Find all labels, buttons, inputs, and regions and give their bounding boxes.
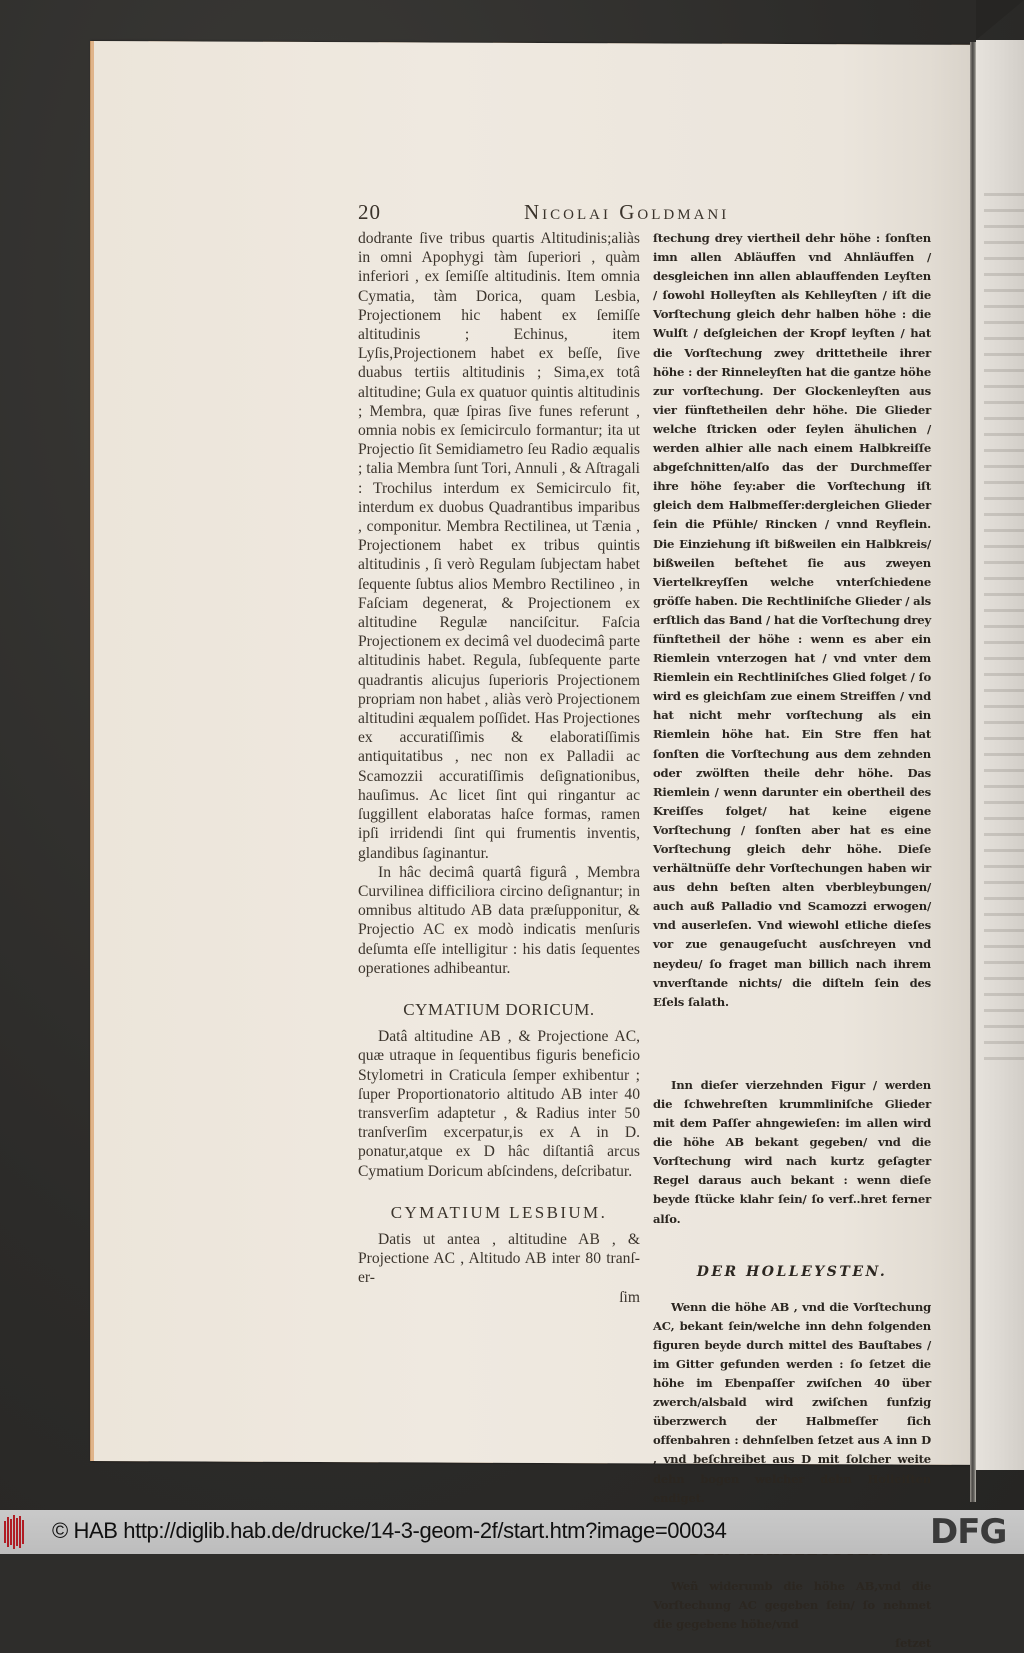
- german-paragraph-3: Wenn die höhe AB , vnd die Vorſtechung AC, bekant ſein/welche inn dehn folgenden figuren beyde durch mittel des Bauſtabes / im Gitter gefunden werden : ſo ſetzet die höhe im Ebenpaſſer zwiſchen 40 über zwerch/alsbald wird zwiſchen funfzig überzwerch der Halbmeſſer ſich offenbahren : dehnſelben ſetzet aus A inn D , vnd beſchreibet aus D mit ſolcher weite dehn bogen welcher dehn Holleiſten endiget.: [653, 1299, 931, 1505]
- latin-paragraph-2: In hâc decimâ quartâ figurâ , Membra Curvilinea difficiliora circino deſignantur; in omnibus altitudo AB data præſupponitur, & Projectio AC ex modò indicatis menſuris deſumta eſſe intelligitur : his datis ſequentes operationes adhibeantur.: [358, 863, 640, 977]
- page-number: 20: [358, 200, 381, 224]
- german-catchword: ſetzet: [895, 1636, 931, 1651]
- latin-catchword: ſim: [619, 1288, 640, 1306]
- copyright-link[interactable]: © HAB http://diglib.hab.de/drucke/14-3-geom-2f/start.htm?image=00034: [52, 1518, 727, 1543]
- german-column: [653, 229, 931, 1653]
- german-heading-holleysten: DER HOLLEYSTEN.: [696, 1263, 888, 1280]
- page-edge: [91, 41, 94, 1461]
- latin-paragraph-3: Datâ altitudine AB , & Projectione AC, quæ utraque in ſequentibus figuris beneficio Stylometri in Craticula ſemper exhibentur ; ſuper Proportionatorio altitudo AB inter 40 transverſim adaptetur , & Radius inter 50 tranſverſim excerpatur,is ex A in D. ponatur,atque ex D hâc diſtantiâ arcus Cymatium Doricum abſcindens, deſcribatur.: [358, 1028, 640, 1180]
- page-header: [358, 200, 930, 228]
- latin-heading-cymatium-doricum: CYMATIUM DORICUM.: [403, 999, 595, 1019]
- german-paragraph-1: ſtechung drey viertheil dehr höhe : ſonſten imn allen Abläuffen vnd Ahnläuffen / desgleichen inn allen ablauffenden Leyſten / ſowohl Holleyſten als Kehlleyſten / iſt die Vorſtechung gleich dehr halben höhe : die Wulſt / deſgleichen der Kropf leyſten / hat die Vorſtechung zwey drittetheile ihrer höhe : der Rinneleyſten hat die gantze höhe zur vorſtechung. Der Glockenleyſten aus vier fünftetheilen dehr höhe. Die Glieder welche ſtricken oder ſeylen ähulichen / werden alhier alle nach einem Halbkreiſſe abgeſchnitten/alſo das der Durchmeſſer ihre höhe ſey:aber die Vorſtechung iſt gleich dem Halbmeſſer:dergleichen Glieder ſein die Pfühle/ Rincken / vnnd Reyflein. Die Einziehung iſt bißweilen ein Halbkreis/ bißweilen beſtehet ſie aus zweyen Viertelkreyſſen welche vnterſchiedene gröſſe haben. Die Rechtliniſche Glieder / als erſtlich das Band / hat die Vorſtechung drey fünftetheil der höhe : wenn es aber ein Riemlein vnterzogen hat / vnd vnter dem Riemlein ein Rechtliniſches Glied folget / ſo wird es gleichſam zue einem Streiffen / vnd hat nicht mehr vorſtechung als ein Riemlein höhe hat. Ein Stre ffen hat ſonſten die Vorſtechung aus dem zehnden oder zwölften theile dehr höhe. Das Riemlein / wenn darunter ein obertheil des Kreiſſes folget/ hat keine eigene Vorſtechung / ſonſten aber hat es eine Vorſtechung gleich dehr höhe. Dieſe verhältnüſſe dehr Vorſtechungen haben wir aus dehn beſten alten vberbleybungen/ auch auß Palladio vnd Scamozzi erwogen/ vnd auserleſen. Vnd wiewohl etliche dieſes vor zue genaugeſucht ausſchreyen vnd neydeu/ ſo fraget man billich nach ihrem vnverſtande nichts/ die diſteln ſein des Eſels ſalath.: [653, 231, 931, 1009]
- german-paragraph-4: Weñ widerumb die höhe AB,vnd die Vorſtechung AC gegeben ſein/ ſo nehmet die gegebene höhe/vnd: [653, 1578, 931, 1631]
- german-paragraph-2: Inn dieſer vierzehnden Figur / werden die ſchwehreſten krummliniſche Glieder mit dem Paſſer ahngewieſen: im allen wird die höhe AB bekant gegeben/ vnd die Vorſtechung wird nach kurtz geſagter Regel daraus auch bekant : wenn dieſe beyde ſtücke klahr ſein/ ſo verf..hret ferner alſo.: [653, 1077, 931, 1226]
- latin-heading-cymatium-lesbium: CYMATIUM LESBIUM.: [390, 1202, 608, 1222]
- book-gutter: [970, 42, 976, 1502]
- running-head: Nicolai Goldmani: [524, 200, 730, 224]
- footer-bar: [0, 1510, 1024, 1554]
- latin-paragraph-1: dodrante ſive tribus quartis Altitudinis;aliàs in omni Apophygi tàm ſuperiori , quàm inferiori , ex ſemiſſe altitudinis. Item omnia Cymatia, tàm Dorica, quam Lesbia, Projectionem hic habent ex ſemiſſe altitudinis ; Echinus, item Lyſis,Projectionem habet ex beſſe, ſive duabus tertiis altitudinis ; Sima,ex totâ altitudine; Gula ex quatuor quintis altitudinis ; Membra, quæ ſpiras ſive funes referunt , omnia nobis ex ſemicirculo formantur; ita ut Projectio ſit Semidiametro ſeu Radio æqualis ; talia Membra ſunt Tori, Annuli , & Aſtragali : Trochilus interdum ex Semicirculo fit, interdum ex duobus Quadrantibus imparibus , componitur. Membra Rectilinea, ut Tænia , Projectionem habet ex tribus quintis altitudinis , ſi verò Regulam ſubjectam habet ſequente ſubtus alios Membro Rectilineo , in Faſciam degenerat, & Projectionem ex altitudine Regulæ nanciſcitur. Faſcia Projectionem ex decimâ vel duodecimâ parte altitudinis habet. Regula, ſubſequente parte quadrantis alicujus ſuperioris Projectionem propriam non habet , aliàs verò Projectionem altitudini æqualem poſſidet. Has Projectiones ex accuratiſſimis & elaboratiſſimis antiquitatibus , nec non ex Palladii ac Scamozzii accuratiſſimis deſignationibus, hauſimus. Ac licet ſint qui ringantur ac ſuggillent elaboratas haſce formas, ramen ipſi irridendi ſint qui frumentis inventis, glandibus ſaginantur.: [358, 230, 640, 862]
- dfg-logo[interactable]: DFG: [930, 1512, 1007, 1552]
- german-spacer: [653, 1012, 931, 1076]
- latin-column: [358, 229, 640, 1307]
- hab-logo-icon[interactable]: [4, 1514, 24, 1550]
- latin-paragraph-4: Datis ut antea , altitudine AB , & Projectione AC , Altitudo AB inter 80 tranſ-er-: [358, 1230, 640, 1287]
- facing-page-text-bleed: [984, 180, 1024, 1060]
